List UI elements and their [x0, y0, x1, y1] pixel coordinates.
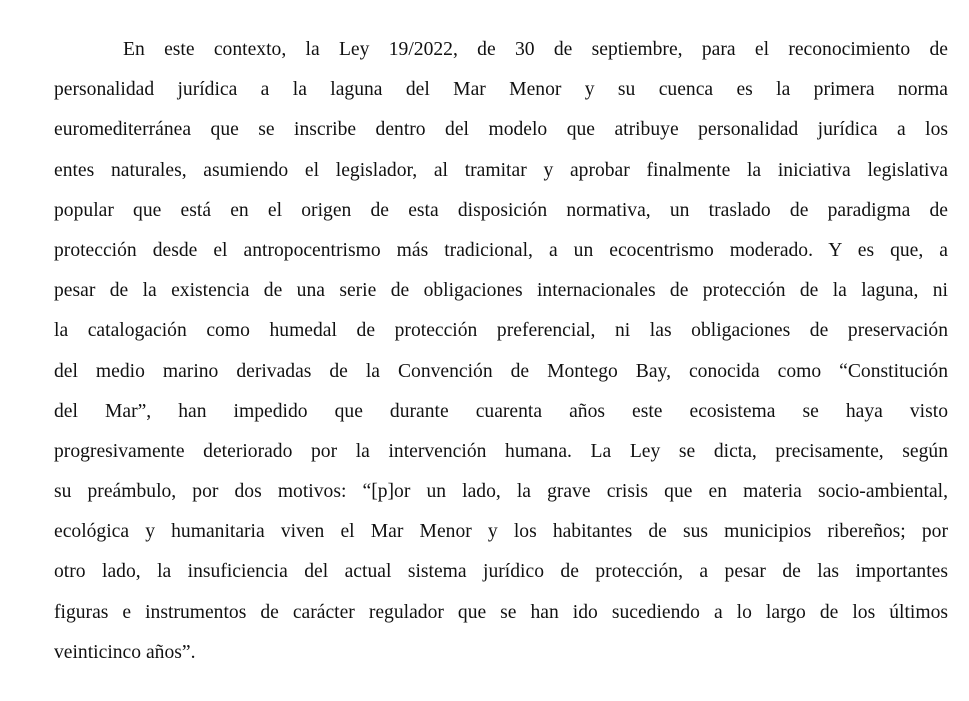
paragraph-line-2: personalidad jurídica a la laguna del Mar Menor y su cuenca es la primera norma	[54, 79, 948, 101]
paragraph-line-3: euromediterránea que se inscribe dentro del modelo que atribuye personalidad jurídica a los	[54, 119, 948, 141]
paragraph-line-4: entes naturales, asumiendo el legislador, al tramitar y aprobar finalmente la iniciativa legislativa	[54, 159, 948, 181]
paragraph-line-8: la catalogación como humedal de protección preferencial, ni las obligaciones de preservación	[54, 320, 948, 342]
paragraph-line-15: figuras e instrumentos de carácter regulador que se han ido sucediendo a lo largo de los últimos	[54, 601, 948, 623]
paragraph-line-14: otro lado, la insuficiencia del actual sistema jurídico de protección, a pesar de las importantes	[54, 561, 948, 583]
paragraph-line-12: su preámbulo, por dos motivos: “[p]or un lado, la grave crisis que en materia socio-ambiental,	[54, 481, 948, 503]
paragraph-line-6: protección desde el antropocentrismo más tradicional, a un ecocentrismo moderado. Y es que, a	[54, 239, 948, 261]
paragraph-line-1: En este contexto, la Ley 19/2022, de 30 de septiembre, para el reconocimiento de	[123, 39, 948, 60]
paragraph-line-13: ecológica y humanitaria viven el Mar Menor y los habitantes de sus municipios ribereños; por	[54, 521, 948, 543]
paragraph-line-5: popular que está en el origen de esta disposición normativa, un traslado de paradigma de	[54, 199, 948, 221]
paragraph-line-9: del medio marino derivadas de la Convención de Montego Bay, conocida como “Constitución	[54, 360, 948, 382]
paragraph-line-7: pesar de la existencia de una serie de obligaciones internacionales de protección de la laguna, ni	[54, 280, 948, 302]
paragraph-line-10: del Mar”, han impedido que durante cuarenta años este ecosistema se haya visto	[54, 400, 948, 422]
body-paragraph	[54, 30, 948, 673]
paragraph-line-11: progresivamente deteriorado por la intervención humana. La Ley se dicta, precisamente, según	[54, 440, 948, 462]
paragraph-line-16: veinticinco años”.	[54, 641, 196, 663]
